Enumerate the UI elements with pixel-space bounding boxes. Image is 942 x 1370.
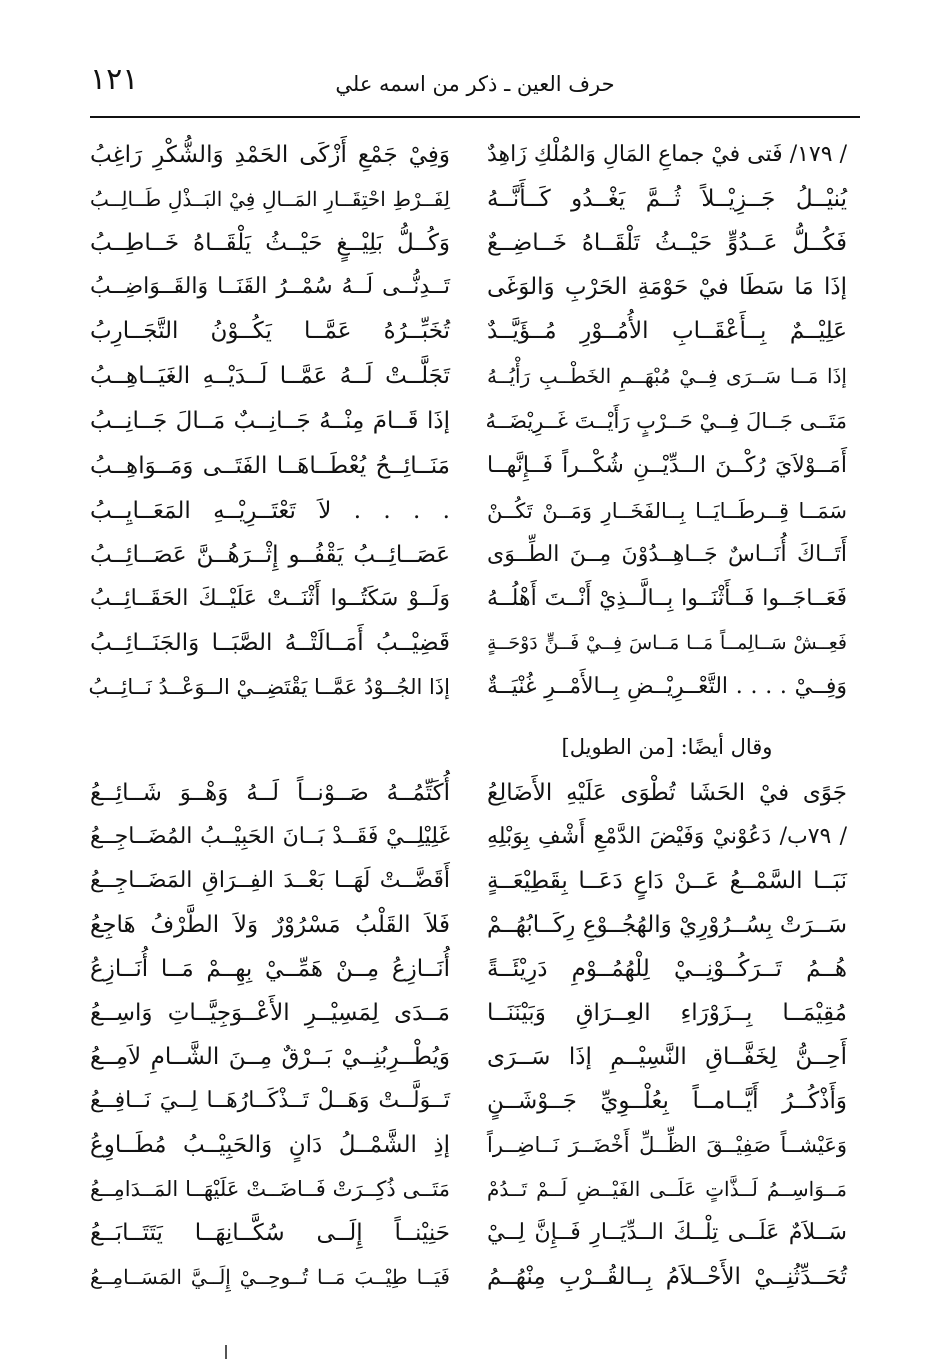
verse-line: مَتَــى ذُكِــرَتْ فَــاضَــتْ عَلَيْهَــا المَــدَامِــعُ: [90, 1177, 450, 1201]
verse-line: أَحِــنُّ لِخَفَّــاقِ النَّسِيْــمِ إذَا سَــرَى: [487, 1044, 847, 1070]
verse-line: . . . . لاَ تَعْتَــرِيْــهِ المَعَــايِــبُ: [90, 498, 450, 524]
verse-line: إذَا الجُــوْدُ عَمَّــا يَقْتَضِــيْ الــوَعْــدُ نَــائِــبُ: [88, 675, 450, 699]
verse-line: / ١٧٩/ فَتى فيْ جماعِ المَالِ وَالمُلْكِ زَاهِدٌ: [487, 142, 847, 167]
verse-line: جَوًى فيْ الحَشَا تُطْوَى عَلَيْهِ الأَضَالِعُ: [487, 780, 847, 806]
verse-line: فَيَــا طِيْــبَ مَــا تُــوحِــيْ إِلَــيَّ المَسَــامِــعُ: [90, 1265, 450, 1289]
verse-line: وَفِــيْ . . . . التَّعْــرِيْــضِ بِــالأَمْــرِ غُنْيَــةٌ: [487, 674, 847, 699]
verse-line: سَــلاَمٌ عَلَــى تِلْــكَ الــدِّيَــارِ فَــإِنَّ لِــيْ: [487, 1220, 847, 1245]
running-head: حرف العين ـ ذكر من اسمه علي: [335, 72, 615, 96]
verse-line: مَــوَاسِــمُ لَــذَّاتٍ عَلَــى الفَيْــضِ لَــمْ تَــدُمْ: [487, 1177, 847, 1201]
verse-line: / ٧٩ب/ دَعُوْنيْ وَفَيْضَ الدَّمْعِ أَشْفِ بِوَبْلِهِ: [487, 824, 848, 849]
poem-intro: وقال أيضًا: [من الطويل]: [561, 735, 773, 759]
verse-line: أَقَضَّــتْ لَهَــا بَعْــدَ الفِــرَاقِ المَضَــاجِــعُ: [90, 868, 450, 893]
verse-line: وَلَــوْ سَكَتُــوا أَثْنَــتْ عَلَيْــكَ الحَقَــائِــبُ: [90, 586, 450, 611]
verse-line: تَــدِنُّــى لَــهُ سُمْــرُ القَنَــا وَالقَــوَاضِــبُ: [90, 274, 450, 299]
verse-line: قَضِيْــبُ أَمَــالَتْــهُ الصَّبَــا وَالجَنَــائِــبُ: [90, 630, 450, 656]
scan-mark: [225, 1345, 227, 1359]
verse-line: وَعَيْشــاً صَفِيْــقَ الظِّــلِّ أَخْضَــرَ نَــاضِــراً: [487, 1133, 847, 1157]
verse-line: إذَا مَا سَطَا فيْ حَوْمَةِ الحَرْبِ وَالوَغَى: [487, 274, 847, 300]
verse-line: فَلاَ القَلْبُ مَسْرُوْرٌ وَلاَ الطَّرْفُ هَاجِعُ: [90, 912, 450, 938]
header-rule: [90, 116, 860, 118]
verse-line: سَــرَتْ بِسُــرُوْرِيْ وَالهُجُــوْعِ رِكَــابُهُــمْ: [487, 912, 847, 938]
verse-line: وَأَذْكُــرُ أَيَّــامــاً بِعُلْــوِيِّ جَــوْشَــنٍ: [487, 1088, 847, 1114]
verse-line: أُكَتِّمُــهُ صَــوْنــاً لَــهُ وَهْــوَ شَــائِــعُ: [90, 780, 450, 806]
verse-line: إذَا قَــامَ مِنْــهُ جَــانِــبٌ مَــالَ جَــانِــبُ: [90, 408, 450, 434]
verse-line: عَصَــائِــبُ يَقْفُــو إِثْــرَهُــنَّ عَصَــائِــبُ: [90, 542, 450, 568]
verse-line: لِفَــرْطِ احْتِقَــارِ المَــالِ فِيْ البَــذْلِ طَــالِــبُ: [90, 187, 450, 211]
verse-line: أَتَــاكَ أُنَــاسٌ جَــاهِــدُوْنَ مِــنَ الطِّــوَى: [487, 542, 847, 567]
verse-line: أَمَــوْلاَيَ رُكْــنَ الــدِّيْــنِ شُكْــراً فَــإِنَّهــا: [487, 453, 847, 478]
page-header: [90, 60, 860, 120]
verse-line: حَنِيْنــاً إِلَــى سُكَّــانِهَــا يَتَتَــابَــعُ: [90, 1220, 450, 1246]
verse-line: تَــوَلَّــتْ وَهَــلْ تَــذْكَــارُهَــا لِــيَ نَــافِــعُ: [90, 1088, 450, 1113]
verse-line: تُحَــدِّثُنِــيْ الأَحْــلاَمُ بِــالقُــرْبِ مِنْهُــمُ: [487, 1264, 847, 1290]
verse-line: نَبَــا السَّمْــعُ عَــنْ دَاعٍ دَعَــا بِقَطِيْعَــةٍ: [487, 868, 847, 894]
verse-line: وَكُــلُّ بَلِيْــغٍ حَيْــثُ يَلْقَــاهُ خَــاطِــبُ: [90, 230, 450, 256]
verse-line: غَلِيْلِــيْ فَقَــدْ بَــانَ الحَبِيْــبُ المُضَــاجِــعُ: [90, 824, 450, 849]
verse-line: مَنَــائِــحُ يُعْطَــاهَــا الفَتَــى وَمَــوَاهِــبُ: [90, 453, 450, 479]
verse-line: عَلِيْــمٌ بِــأَعْقَــابِ الأُمُــوْرِ مُــؤَيَّــدٌ: [487, 318, 847, 344]
verse-line: إذَا مَــا سَــرَى فِــيْ مُبْهَــمِ الخَطْــبِ رَأْيُــهُ: [487, 364, 847, 388]
verse-line: أُنَــازِعُ مِــنْ هَمِّــيْ بِهِــمْ مَــا أُنَــازِعُ: [90, 956, 450, 982]
verse-line: سَمَــا قِــرطَــايَــا بِــالفَخَــارِ وَمَــنْ تَكُــنْ: [487, 499, 847, 523]
verse-line: يُنيْــلُ جَــزِيْــلاً ثُــمَّ يَغْــدُو كَــأَنَّــهُ: [487, 186, 847, 212]
verse-line: هُــمُ تَــرَكُــوْنِــيْ لِلْهُمُــوْمِ دَرِيْئَــةً: [487, 956, 847, 982]
verse-line: وَيُطْــرِبُنِــيْ بَــرْقٌ مِــنَ الشَّــامِ لاَمِــعُ: [90, 1044, 450, 1070]
verse-line: فَكُــلُّ عَــدُوٍّ حَيْــثُ تَلْقَــاهُ خَــاضِــعٌ: [487, 230, 847, 256]
page-number: ١٢١: [90, 62, 139, 97]
verse-line: مُقِيْمَــا بِــزَوْرَاءِ العِــرَاقِ وَبَيْنَنَــا: [487, 1000, 847, 1026]
verse-line: تَجَلَّــتْ لَــهُ عَمَّــا لَــدَيْــهِ الغَيَــاهِــبُ: [90, 363, 450, 389]
verse-line: تُخَبِّــرُهُ عَمَّــا يَكُــوْنُ التَّجَــارِبُ: [90, 318, 450, 344]
verse-line: إذِ الشَّمْــلُ دَانٍ وَالحَبِيْــبُ مُطَــاوِعُ: [90, 1132, 450, 1158]
verse-line: فَعَــاجَــوا فَــأَثْنَــوا بِــالَّــذِيْ أَنْــتَ أَهْلُــهُ: [487, 586, 847, 611]
verse-line: مَــدَى لِمَسِيْــرِ الأَعْــوَجِيَّــاتِ وَاسِــعُ: [90, 1000, 450, 1026]
verse-line: مَتَــى جَــالَ فِــيْ حَــرْبٍ رَأَيْــتَ غَــرِيْضَــهُ: [485, 409, 847, 433]
verse-line: وَفِيْ جَمْعِ أَزْكَى الحَمْدِ وَالشُّكْرِ رَاغِبُ: [90, 142, 450, 168]
verse-line: فَعِــشْ سَــالِمــاً مَــا مَــاسَ فِــيْ فَــنٍّ دَوْحَــةٍ: [487, 632, 847, 654]
